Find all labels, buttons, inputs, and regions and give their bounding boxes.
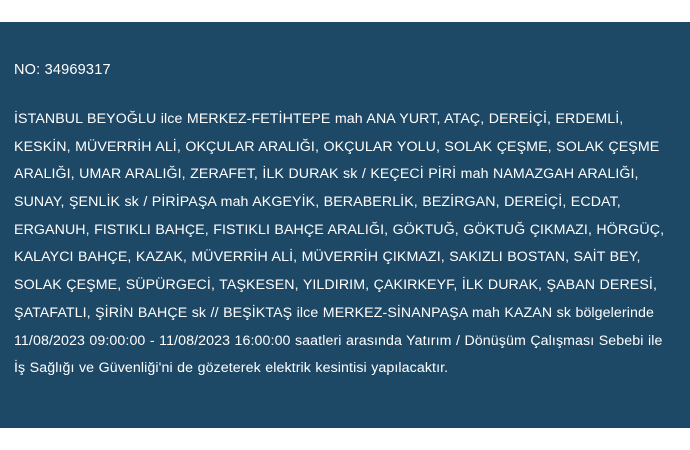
notice-number: NO: 34969317 <box>14 62 111 78</box>
outage-notice-card <box>0 22 690 428</box>
notice-body-text: İSTANBUL BEYOĞLU ilce MERKEZ-FETİHTEPE mah ANA YURT, ATAÇ, DEREİÇİ, ERDEMLİ, KESKİN, MÜVERRİH ALİ, OKÇULAR ARALIĞI, OKÇULAR YOLU, SOLAK ÇEŞME, SOLAK ÇEŞME ARALIĞI, UMAR ARALIĞI, ZERAFET, İLK DURAK sk / KEÇECİ PİRİ mah NAMAZGAH ARALIĞI, SUNAY, ŞENLİK sk / PİRİPAŞA mah AKGEYİK, BERABERLİK, BEZİRGAN, DEREİÇİ, ECDAT, ERGANUH, FISTIKLI BAHÇE, FISTIKLI BAHÇE ARALIĞI, GÖKTUĞ, GÖKTUĞ ÇIKMAZI, HÖRGÜÇ, KALAYCI BAHÇE, KAZAK, MÜVERRİH ALİ, MÜVERRİH ÇIKMAZI, SAKIZLI BOSTAN, SAİT BEY, SOLAK ÇEŞME, SÜPÜRGECİ, TAŞKESEN, YILDIRIM, ÇAKIRKEYF, İLK DURAK, ŞABAN DERESİ, ŞATAFATLI, ŞİRİN BAHÇE sk // BEŞİKTAŞ ilce MERKEZ-SİNANPAŞA mah KAZAN sk bölgelerinde 11/08/2023 09:00:00 - 11/08/2023 16:00:00 saatleri arasında Yatırım / Dönüşüm Çalışması Sebebi ile İş Sağlığı ve Güvenliği'ni de gözeterek elektrik kesintisi yapılacaktır. <box>14 111 665 377</box>
